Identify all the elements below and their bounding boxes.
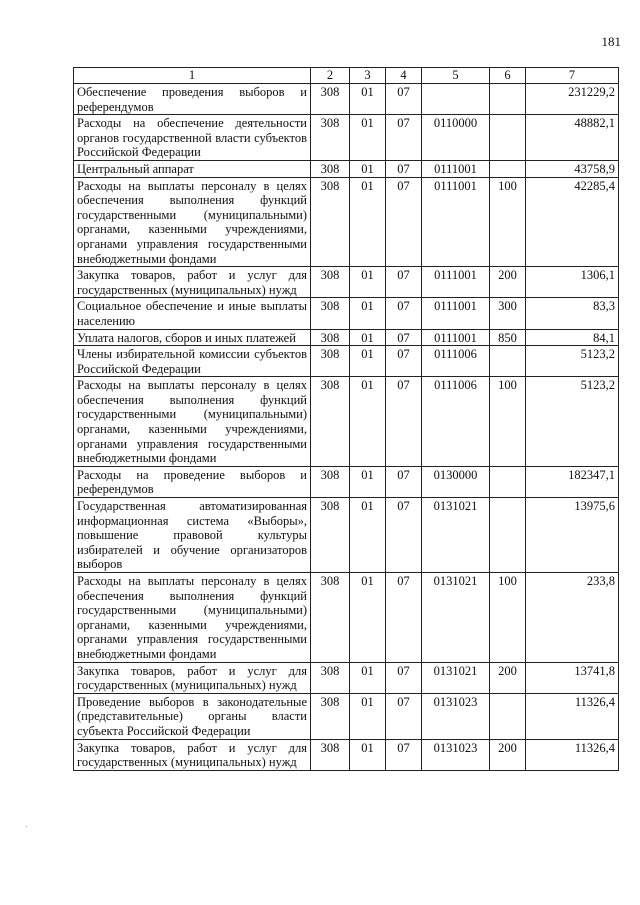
row-name: Закупка товаров, работ и услуг для государственных (муниципальных) нужд <box>74 739 311 770</box>
row-code-3: 01 <box>350 573 386 663</box>
row-code-6: 100 <box>490 573 526 663</box>
row-name: Члены избирательной комиссии субъектов Российской Федерации <box>74 346 311 377</box>
table-row <box>74 498 619 573</box>
row-code-6: 100 <box>490 177 526 267</box>
row-code-4: 07 <box>386 466 422 497</box>
row-name: Государственная автоматизированная информационная система «Выборы», повышение правовой культуры избирателей и обучение организаторов выборов <box>74 498 311 573</box>
table-row <box>74 573 619 663</box>
row-code-2: 308 <box>311 498 350 573</box>
row-code-6 <box>490 84 526 115</box>
column-header: 7 <box>526 68 619 84</box>
row-code-2: 308 <box>311 377 350 467</box>
row-code-6: 200 <box>490 739 526 770</box>
row-code-5: 0130000 <box>422 466 490 497</box>
row-name: Закупка товаров, работ и услуг для государственных (муниципальных) нужд <box>74 267 311 298</box>
column-header: 6 <box>490 68 526 84</box>
row-code-5: 0110000 <box>422 115 490 161</box>
row-amount: 1306,1 <box>526 267 619 298</box>
row-amount: 43758,9 <box>526 160 619 177</box>
table-row <box>74 84 619 115</box>
row-amount: 5123,2 <box>526 346 619 377</box>
row-name: Расходы на проведение выборов и референдумов <box>74 466 311 497</box>
table-row <box>74 298 619 329</box>
row-code-2: 308 <box>311 177 350 267</box>
table-row <box>74 329 619 346</box>
row-amount: 182347,1 <box>526 466 619 497</box>
row-code-6: 200 <box>490 662 526 693</box>
row-amount: 84,1 <box>526 329 619 346</box>
row-code-5: 0111001 <box>422 329 490 346</box>
column-header: 1 <box>74 68 311 84</box>
row-amount: 83,3 <box>526 298 619 329</box>
row-code-4: 07 <box>386 662 422 693</box>
row-code-4: 07 <box>386 346 422 377</box>
table-row <box>74 739 619 770</box>
table-row <box>74 160 619 177</box>
column-header: 2 <box>311 68 350 84</box>
row-code-6 <box>490 346 526 377</box>
row-amount: 11326,4 <box>526 693 619 739</box>
row-code-3: 01 <box>350 177 386 267</box>
row-code-4: 07 <box>386 573 422 663</box>
row-amount: 48882,1 <box>526 115 619 161</box>
column-header: 5 <box>422 68 490 84</box>
row-code-2: 308 <box>311 115 350 161</box>
column-header: 4 <box>386 68 422 84</box>
row-amount: 13975,6 <box>526 498 619 573</box>
column-header: 3 <box>350 68 386 84</box>
row-amount: 233,8 <box>526 573 619 663</box>
row-code-5: 0131021 <box>422 498 490 573</box>
table-row <box>74 662 619 693</box>
row-code-2: 308 <box>311 267 350 298</box>
row-code-6 <box>490 115 526 161</box>
row-code-5: 0111001 <box>422 177 490 267</box>
row-code-3: 01 <box>350 346 386 377</box>
row-code-6: 100 <box>490 377 526 467</box>
row-code-6 <box>490 498 526 573</box>
row-code-5: 0131021 <box>422 662 490 693</box>
row-amount: 5123,2 <box>526 377 619 467</box>
row-name: Проведение выборов в законодательные (представительные) органы власти субъекта Российской Федерации <box>74 693 311 739</box>
row-name: Обеспечение проведения выборов и референдумов <box>74 84 311 115</box>
row-code-2: 308 <box>311 298 350 329</box>
row-code-2: 308 <box>311 160 350 177</box>
row-name: Расходы на выплаты персоналу в целях обеспечения выполнения функций государственными (муниципальными) органами, казенными учреждениями, органами управления государственными внебюджетными фондами <box>74 573 311 663</box>
table-row <box>74 346 619 377</box>
row-name: Уплата налогов, сборов и иных платежей <box>74 329 311 346</box>
row-code-5: 0131021 <box>422 573 490 663</box>
scan-speck <box>26 826 27 827</box>
table-row <box>74 115 619 161</box>
row-code-6 <box>490 466 526 497</box>
row-code-5 <box>422 84 490 115</box>
row-code-4: 07 <box>386 267 422 298</box>
row-name: Центральный аппарат <box>74 160 311 177</box>
row-code-3: 01 <box>350 329 386 346</box>
row-code-4: 07 <box>386 739 422 770</box>
row-code-2: 308 <box>311 466 350 497</box>
row-code-2: 308 <box>311 346 350 377</box>
row-code-4: 07 <box>386 177 422 267</box>
row-code-3: 01 <box>350 267 386 298</box>
row-amount: 11326,4 <box>526 739 619 770</box>
row-code-3: 01 <box>350 739 386 770</box>
row-code-3: 01 <box>350 377 386 467</box>
row-name: Расходы на обеспечение деятельности органов государственной власти субъектов Российской Федерации <box>74 115 311 161</box>
table-row <box>74 377 619 467</box>
row-code-6: 850 <box>490 329 526 346</box>
row-name: Социальное обеспечение и иные выплаты населению <box>74 298 311 329</box>
row-code-6 <box>490 693 526 739</box>
row-code-2: 308 <box>311 84 350 115</box>
row-code-3: 01 <box>350 115 386 161</box>
row-code-6: 300 <box>490 298 526 329</box>
row-code-4: 07 <box>386 498 422 573</box>
row-code-4: 07 <box>386 298 422 329</box>
row-name: Расходы на выплаты персоналу в целях обеспечения выполнения функций государственными (муниципальными) органами, казенными учреждениями, органами управления государственными внебюджетными фондами <box>74 177 311 267</box>
row-code-2: 308 <box>311 739 350 770</box>
row-code-3: 01 <box>350 160 386 177</box>
row-code-3: 01 <box>350 298 386 329</box>
row-code-5: 0131023 <box>422 693 490 739</box>
row-code-4: 07 <box>386 115 422 161</box>
row-code-5: 0111006 <box>422 377 490 467</box>
page-number: 181 <box>601 34 621 49</box>
row-code-4: 07 <box>386 693 422 739</box>
row-code-4: 07 <box>386 329 422 346</box>
row-name: Расходы на выплаты персоналу в целях обеспечения выполнения функций государственными (муниципальными) органами, казенными учреждениями, органами управления государственными внебюджетными фондами <box>74 377 311 467</box>
table-row <box>74 693 619 739</box>
table-header-row <box>74 68 619 84</box>
row-amount: 42285,4 <box>526 177 619 267</box>
row-code-5: 0111006 <box>422 346 490 377</box>
table-row <box>74 267 619 298</box>
row-code-3: 01 <box>350 693 386 739</box>
row-code-2: 308 <box>311 693 350 739</box>
row-code-5: 0111001 <box>422 298 490 329</box>
row-code-4: 07 <box>386 84 422 115</box>
row-code-4: 07 <box>386 377 422 467</box>
row-amount: 231229,2 <box>526 84 619 115</box>
row-code-5: 0111001 <box>422 267 490 298</box>
row-code-3: 01 <box>350 84 386 115</box>
table-row <box>74 466 619 497</box>
row-code-3: 01 <box>350 662 386 693</box>
row-code-3: 01 <box>350 498 386 573</box>
budget-table <box>73 67 619 771</box>
row-name: Закупка товаров, работ и услуг для государственных (муниципальных) нужд <box>74 662 311 693</box>
row-code-3: 01 <box>350 466 386 497</box>
row-code-6: 200 <box>490 267 526 298</box>
row-code-2: 308 <box>311 662 350 693</box>
table-row <box>74 177 619 267</box>
row-code-6 <box>490 160 526 177</box>
row-amount: 13741,8 <box>526 662 619 693</box>
row-code-4: 07 <box>386 160 422 177</box>
row-code-5: 0111001 <box>422 160 490 177</box>
row-code-2: 308 <box>311 573 350 663</box>
row-code-2: 308 <box>311 329 350 346</box>
row-code-5: 0131023 <box>422 739 490 770</box>
